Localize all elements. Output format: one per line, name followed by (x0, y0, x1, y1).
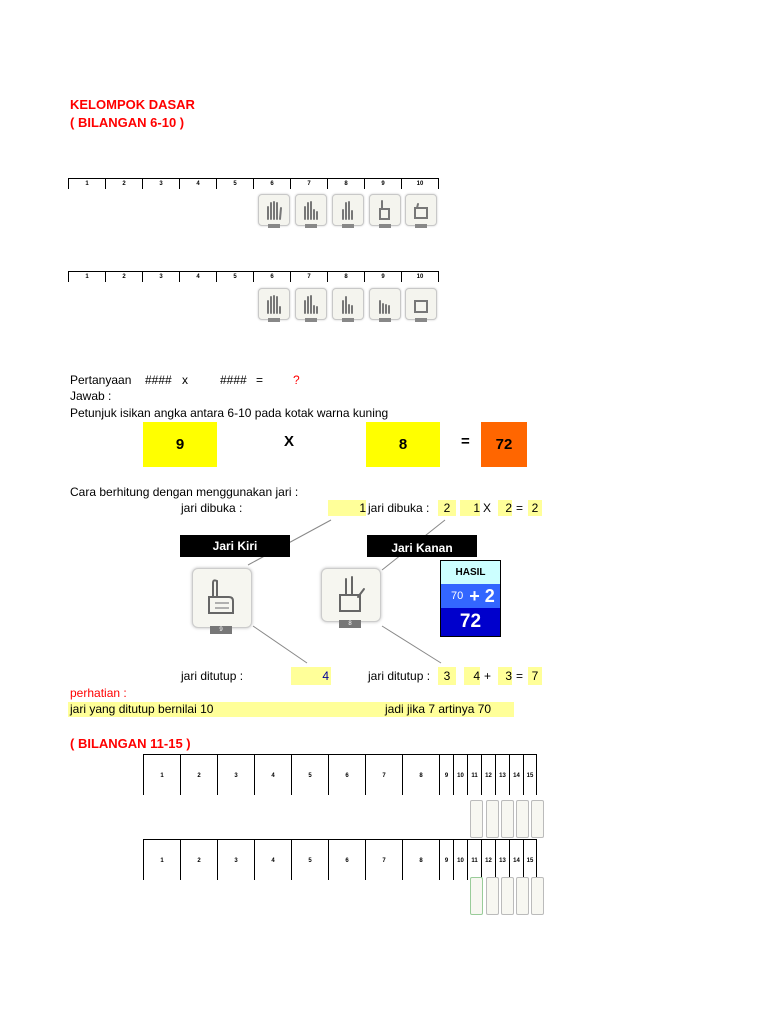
result-total: 72 (441, 608, 500, 636)
ruler-cell: 5 (216, 272, 253, 282)
grid-cell: 2 (180, 840, 217, 880)
small-hand-icon (501, 800, 514, 838)
closed-a-value: 4 (464, 667, 480, 685)
grid-cell: 11 (467, 755, 481, 795)
grid-cell: 15 (523, 755, 537, 795)
section-title: KELOMPOK DASAR (70, 97, 195, 112)
result-ones: + 2 (469, 585, 495, 606)
result-panel (440, 560, 501, 637)
grid-cell: 1 (143, 840, 180, 880)
result-panel-title: HASIL (441, 561, 500, 584)
ruler-cell: 7 (290, 179, 327, 189)
grid-cell: 13 (495, 840, 509, 880)
ruler-cell: 4 (179, 272, 216, 282)
open-a-value: 1 (460, 500, 480, 516)
input-a-field[interactable]: 9 (143, 422, 217, 467)
note-highlight (68, 702, 514, 717)
result-box: 72 (481, 422, 527, 467)
question-b: #### (220, 373, 247, 387)
open-right-value: 2 (438, 500, 456, 516)
ruler-cell: 9 (364, 272, 401, 282)
number-grid-2 (143, 839, 537, 880)
ruler-cell: 7 (290, 272, 327, 282)
open-right-label: jari dibuka : (368, 501, 430, 515)
result-panel-sum (441, 584, 500, 608)
closed-right-value: 3 (438, 667, 456, 685)
note-line: jari yang ditutup bernilai 10 (70, 702, 214, 716)
question-answer: ? (293, 373, 300, 387)
small-hand-icon (486, 877, 499, 915)
input-b-field[interactable]: 8 (366, 422, 440, 467)
ruler-cell: 9 (364, 179, 401, 189)
closed-equals: = (516, 669, 524, 683)
closed-left-label: jari ditutup : (181, 669, 244, 683)
grid-cell: 7 (365, 755, 402, 795)
closed-plus: + (484, 669, 492, 683)
small-hand-icon (531, 877, 544, 915)
grid-cell: 6 (328, 840, 365, 880)
grid-cell: 4 (254, 755, 291, 795)
section2-subtitle: ( BILANGAN 11-15 ) (70, 736, 191, 751)
grid-cell: 10 (453, 755, 467, 795)
grid-cell: 9 (439, 755, 453, 795)
grid-cell: 7 (365, 840, 402, 880)
grid-cell: 12 (481, 840, 495, 880)
question-a: #### (145, 373, 172, 387)
small-hand-icon (516, 877, 529, 915)
small-hand-icon (486, 800, 499, 838)
small-hand-icon (470, 877, 483, 915)
small-hand-icon (531, 800, 544, 838)
ruler-cell: 6 (253, 272, 290, 282)
open-b-value: 2 (498, 500, 512, 516)
open-times: X (483, 501, 492, 515)
grid-cell: 5 (291, 755, 328, 795)
equation-equals: = (461, 433, 470, 450)
grid-cell: 5 (291, 840, 328, 880)
small-hand-icon (501, 877, 514, 915)
ruler-cell: 5 (216, 179, 253, 189)
closed-result-value: 7 (528, 667, 542, 685)
grid-cell: 3 (217, 840, 254, 880)
closed-right-label: jari ditutup : (368, 669, 431, 683)
ruler-cell: 10 (401, 179, 439, 189)
open-equals: = (516, 501, 524, 515)
hint-text: Petunjuk isikan angka antara 6-10 pada kotak warna kuning (70, 406, 389, 420)
section-subtitle: ( BILANGAN 6-10 ) (70, 115, 185, 130)
closed-b-value: 3 (498, 667, 512, 685)
ruler-cell: 8 (327, 272, 364, 282)
grid-cell: 2 (180, 755, 217, 795)
grid-cell: 10 (453, 840, 467, 880)
question-times: x (182, 373, 188, 387)
right-hand-tag: 8 (339, 620, 361, 628)
grid-cell: 8 (402, 755, 439, 795)
grid-cell: 14 (509, 840, 523, 880)
closed-left-value: 4 (291, 667, 331, 685)
question-eq: = (256, 373, 264, 387)
ruler-cell: 1 (68, 272, 105, 282)
ruler-cell: 4 (179, 179, 216, 189)
question-label: Pertanyaan (70, 373, 132, 387)
open-left-value: 1 (328, 500, 366, 516)
left-hand-header: Jari Kiri (180, 535, 290, 557)
ruler-cell: 3 (142, 272, 179, 282)
grid-cell: 13 (495, 755, 509, 795)
method-intro: Cara berhitung dengan menggunakan jari : (70, 485, 299, 499)
right-hand-header: Jari Kanan (367, 535, 477, 557)
small-hand-icon (516, 800, 529, 838)
ruler-cell: 3 (142, 179, 179, 189)
grid-cell: 8 (402, 840, 439, 880)
small-hand-icon (470, 800, 483, 838)
open-result-value: 2 (528, 500, 542, 516)
ruler-cell: 8 (327, 179, 364, 189)
grid-cell: 3 (217, 755, 254, 795)
left-hand-tag: 9 (210, 626, 232, 634)
grid-cell: 15 (523, 840, 537, 880)
ruler-cell: 2 (105, 272, 142, 282)
answer-label: Jawab : (70, 389, 112, 403)
open-left-label: jari dibuka : (181, 501, 243, 515)
note-label: perhatian : (70, 686, 127, 700)
grid-cell: 1 (143, 755, 180, 795)
number-grid-1 (143, 754, 537, 795)
grid-cell: 4 (254, 840, 291, 880)
ruler-cell: 10 (401, 272, 439, 282)
result-tens: 70 (451, 590, 464, 602)
grid-cell: 9 (439, 840, 453, 880)
equation-times: X (284, 433, 295, 450)
grid-cell: 6 (328, 755, 365, 795)
ruler-cell: 1 (68, 179, 105, 189)
grid-cell: 12 (481, 755, 495, 795)
note-line-2: jadi jika 7 artinya 70 (385, 702, 492, 716)
grid-cell: 14 (509, 755, 523, 795)
grid-cell: 11 (467, 840, 481, 880)
hand-three-fingers-icon (321, 568, 381, 622)
ruler-cell: 2 (105, 179, 142, 189)
thumb-up-icon (192, 568, 252, 628)
ruler-cell: 6 (253, 179, 290, 189)
